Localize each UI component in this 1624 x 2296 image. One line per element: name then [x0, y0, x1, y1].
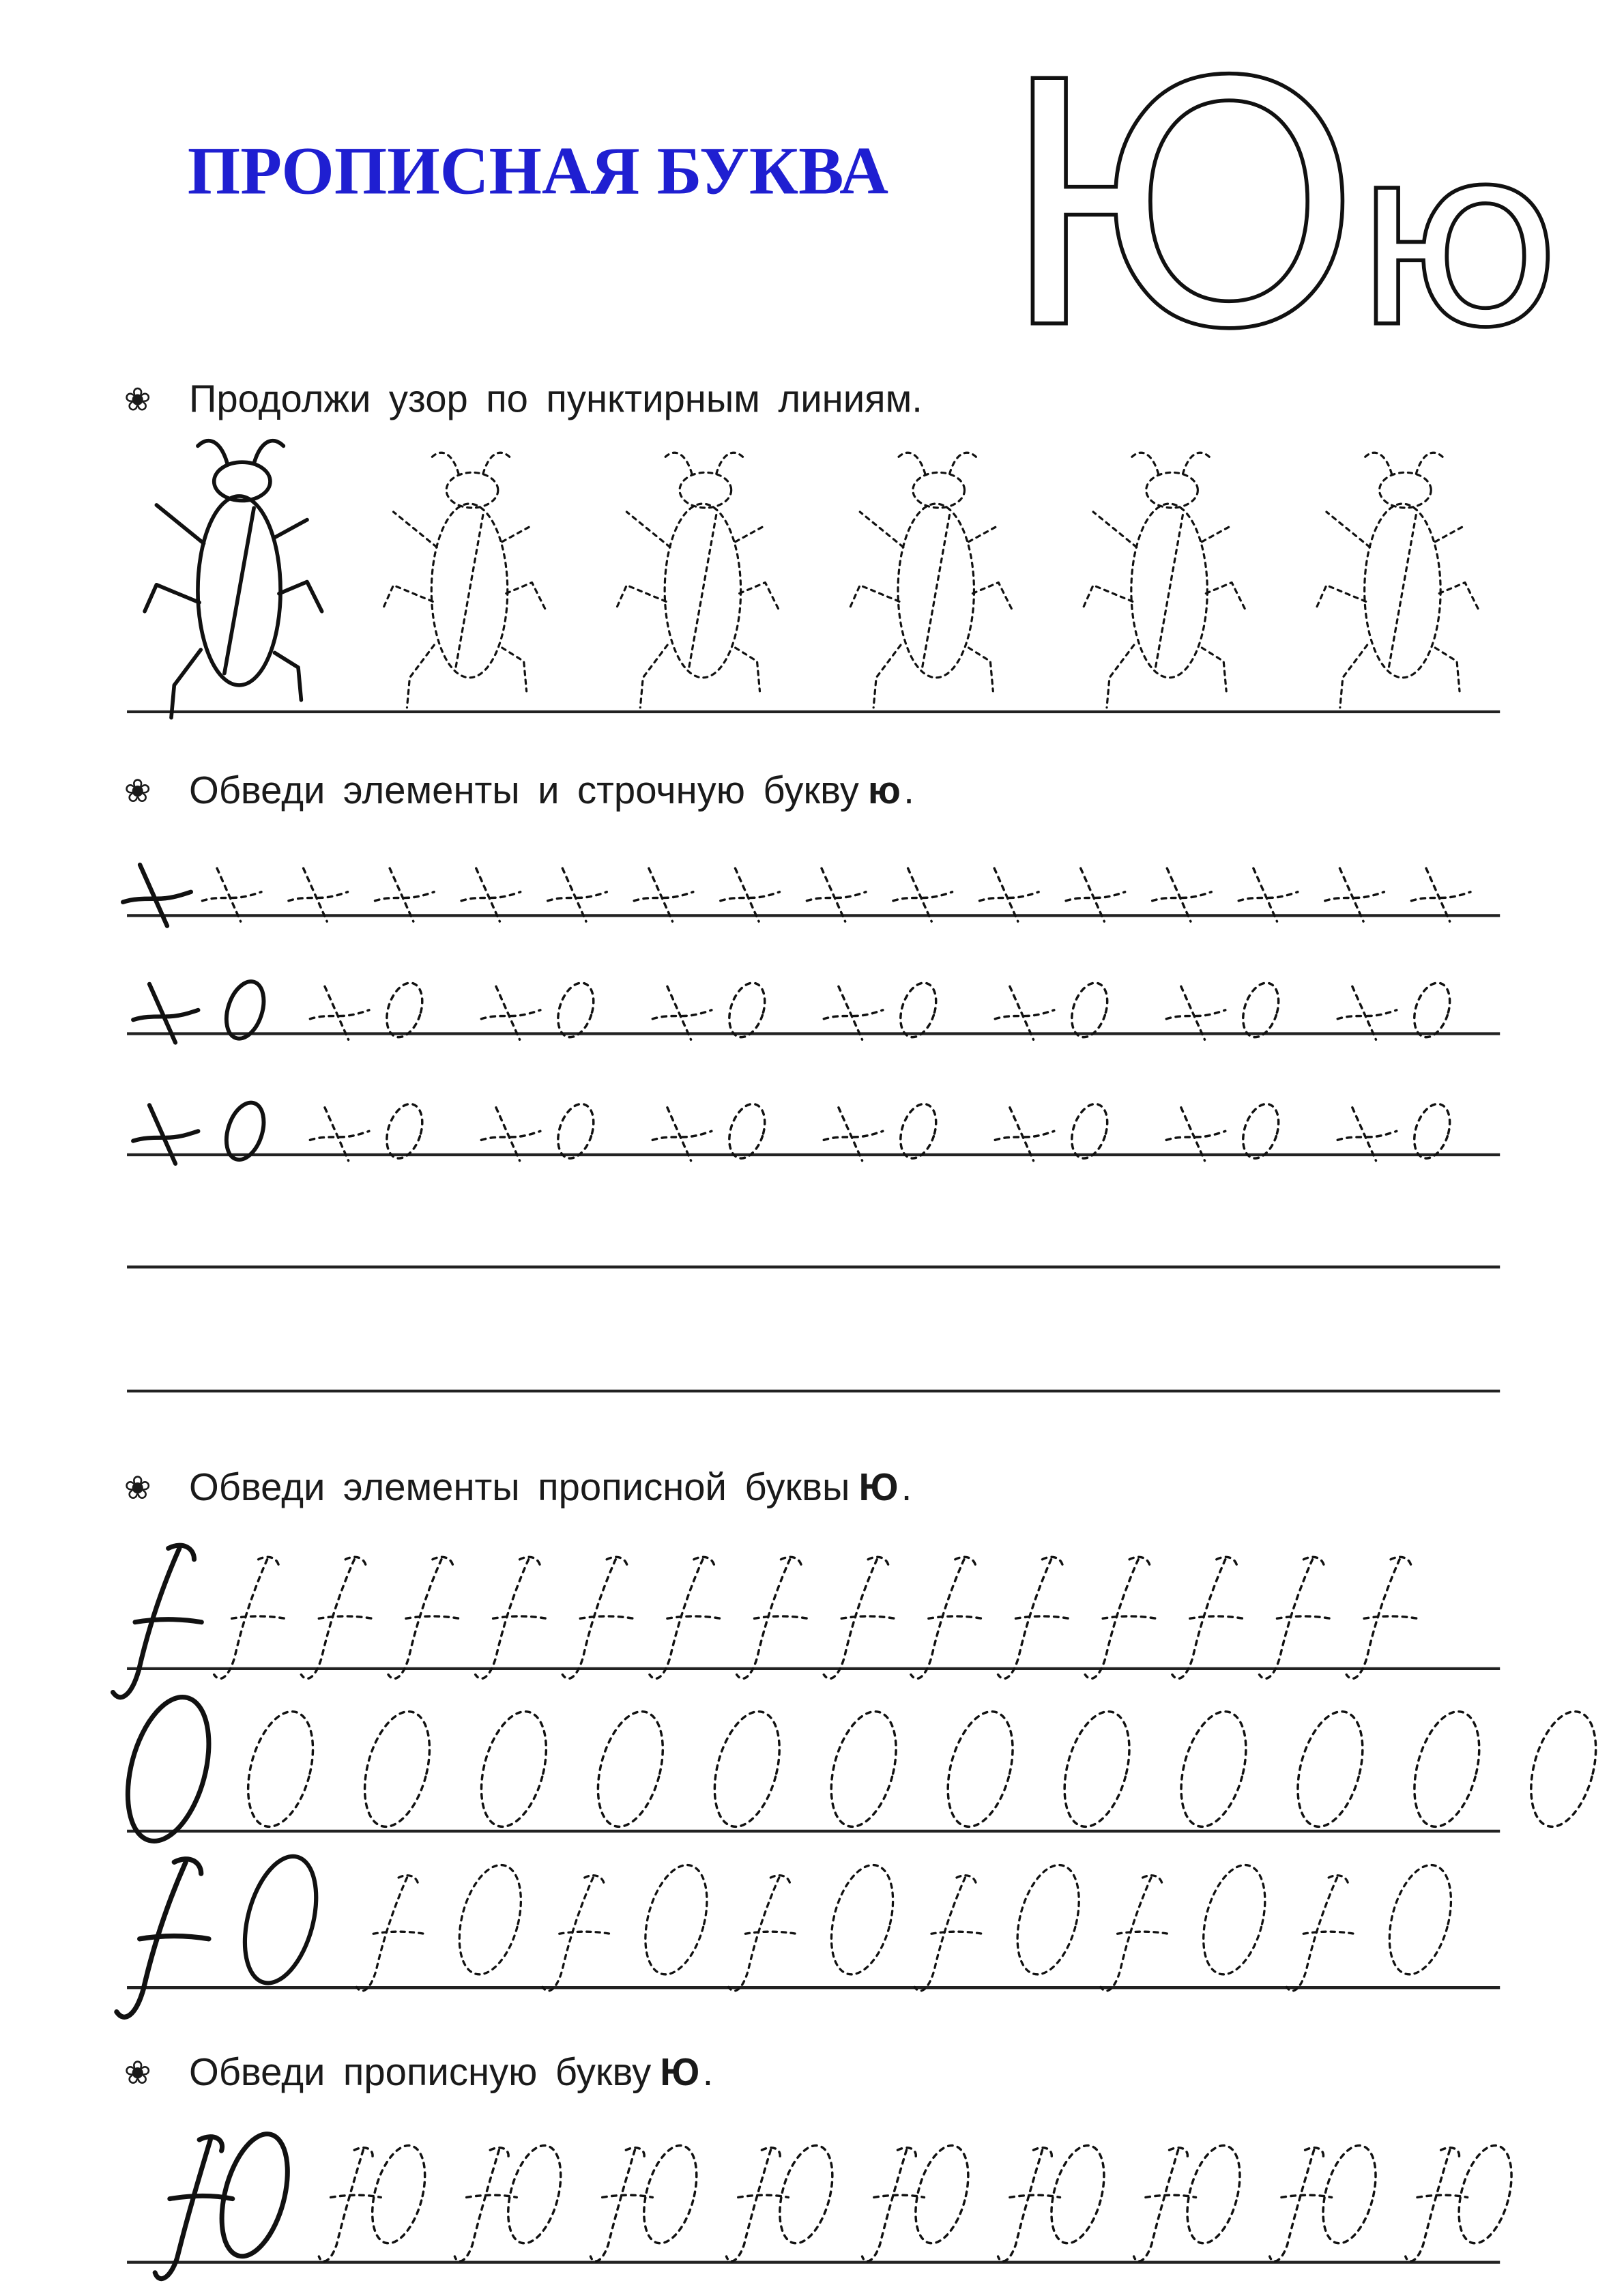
traced-hook: [310, 1108, 369, 1161]
page-title: ПРОПИСНАЯ БУКВА: [187, 132, 889, 209]
flower-icon: ❀: [124, 382, 151, 420]
beetle-traced: [1316, 453, 1479, 707]
traced-capital-oval: [1170, 1704, 1257, 1834]
traced-hook: [995, 1108, 1054, 1161]
traced-capital-oval: [587, 1704, 674, 1834]
flower-icon: ❀: [124, 2055, 151, 2093]
traced-capital-stem: [914, 1876, 982, 1991]
traced-hook: [1325, 868, 1384, 921]
traced-hook: [1337, 986, 1397, 1039]
big-uppercase-letter: Ю: [998, 10, 1362, 403]
instruction-uppercase-elements-text: Обведи элементы прописной буквы: [188, 1465, 850, 1510]
traced-hook: [995, 986, 1054, 1039]
traced-hook: [1066, 868, 1125, 921]
traced-capital-letter: [1270, 2140, 1385, 2261]
traced-capital-oval: [821, 1859, 904, 1981]
beetle-traced: [849, 453, 1012, 707]
traced-capital-oval: [1286, 1704, 1374, 1834]
instruction-lowercase-letter: ю: [867, 768, 901, 812]
traced-capital-stem: [542, 1876, 610, 1991]
traced-hook: [634, 868, 693, 921]
traced-hook: [1337, 1108, 1397, 1161]
instruction-uppercase-letter-text: Обведи прописную букву: [188, 2050, 652, 2094]
traced-capital-oval: [237, 1704, 324, 1834]
traced-capital-stem: [650, 1557, 721, 1678]
traced-hook: [652, 986, 712, 1039]
traced-hook: [893, 868, 953, 921]
traced-capital-stem: [214, 1557, 285, 1678]
beetle-traced: [1082, 453, 1245, 707]
traced-capital-stem: [1287, 1876, 1354, 1991]
traced-hook: [1411, 868, 1470, 921]
instruction-period: .: [901, 1465, 912, 1510]
beetle-traced: [615, 453, 779, 707]
traced-hook: [1238, 868, 1298, 921]
instruction-uppercase-letter-letter: Ю: [660, 2050, 700, 2094]
traced-hook: [824, 1108, 883, 1161]
traced-capital-oval: [635, 1859, 718, 1981]
traced-hook: [721, 868, 780, 921]
beetle-traced: [383, 453, 546, 707]
traced-hook: [548, 868, 607, 921]
traced-hook: [461, 868, 521, 921]
flower-icon: ❀: [124, 773, 151, 811]
traced-hook: [1152, 868, 1212, 921]
sample-capital-oval: [232, 1848, 328, 1991]
beetle-sample: [145, 441, 322, 718]
traced-capital-letter: [862, 2140, 978, 2261]
traced-capital-stem: [1172, 1557, 1243, 1678]
traced-capital-oval: [820, 1704, 908, 1834]
flower-icon: ❀: [124, 1470, 151, 1508]
traced-hook: [980, 868, 1039, 921]
traced-capital-letter: [319, 2140, 434, 2261]
traced-hook: [1166, 1108, 1226, 1161]
traced-capital-stem: [1085, 1557, 1156, 1678]
traced-hook: [481, 1108, 540, 1161]
traced-capital-oval: [1520, 1704, 1607, 1834]
sample-capital-stem: [113, 1545, 202, 1697]
traced-capital-letter: [726, 2140, 841, 2261]
traced-capital-stem: [729, 1876, 796, 1991]
traced-hook: [824, 986, 883, 1039]
traced-capital-stem: [911, 1557, 982, 1678]
instruction-period: .: [903, 768, 914, 812]
traced-capital-oval: [936, 1704, 1024, 1834]
traced-capital-stem: [562, 1557, 633, 1678]
traced-capital-letter: [590, 2140, 706, 2261]
traced-capital-stem: [1101, 1876, 1168, 1991]
traced-hook: [807, 868, 866, 921]
traced-capital-stem: [476, 1557, 547, 1678]
instruction-lowercase-text: Обведи элементы и строчную букву: [188, 768, 859, 812]
traced-hook: [289, 868, 348, 921]
instruction-period: .: [702, 2050, 714, 2094]
traced-hook: [202, 868, 261, 921]
traced-capital-oval: [1006, 1859, 1090, 1981]
traced-capital-stem: [737, 1557, 808, 1678]
traced-capital-letter: [1406, 2140, 1521, 2261]
traced-capital-letter: [998, 2140, 1114, 2261]
traced-hook: [375, 868, 435, 921]
traced-capital-stem: [388, 1557, 459, 1678]
traced-capital-oval: [1378, 1859, 1462, 1981]
traced-capital-oval: [353, 1704, 441, 1834]
traced-hook: [310, 986, 369, 1039]
traced-capital-stem: [1260, 1557, 1331, 1678]
big-lowercase-letter: ю: [1352, 93, 1562, 383]
traced-capital-letter: [454, 2140, 570, 2261]
traced-capital-stem: [1346, 1557, 1417, 1678]
sample-capital-oval: [113, 1688, 222, 1850]
instruction-pattern-text: Продолжи узор по пунктирным линиям.: [188, 376, 923, 421]
traced-capital-oval: [448, 1859, 532, 1981]
traced-capital-stem: [824, 1557, 895, 1678]
traced-capital-stem: [301, 1557, 372, 1678]
traced-hook: [652, 1108, 712, 1161]
traced-capital-oval: [1053, 1704, 1140, 1834]
traced-capital-oval: [704, 1704, 791, 1834]
traced-capital-stem: [357, 1876, 424, 1991]
traced-capital-oval: [470, 1704, 557, 1834]
traced-capital-stem: [998, 1557, 1069, 1678]
traced-hook: [481, 986, 540, 1039]
traced-capital-oval: [1193, 1859, 1276, 1981]
traced-capital-letter: [1134, 2140, 1249, 2261]
sample-capital-stem: [117, 1859, 209, 2018]
instruction-uppercase-elements-letter: Ю: [858, 1465, 899, 1510]
sample-capital-letter: [155, 2127, 300, 2278]
traced-hook: [1166, 986, 1226, 1039]
traced-capital-oval: [1403, 1704, 1490, 1834]
